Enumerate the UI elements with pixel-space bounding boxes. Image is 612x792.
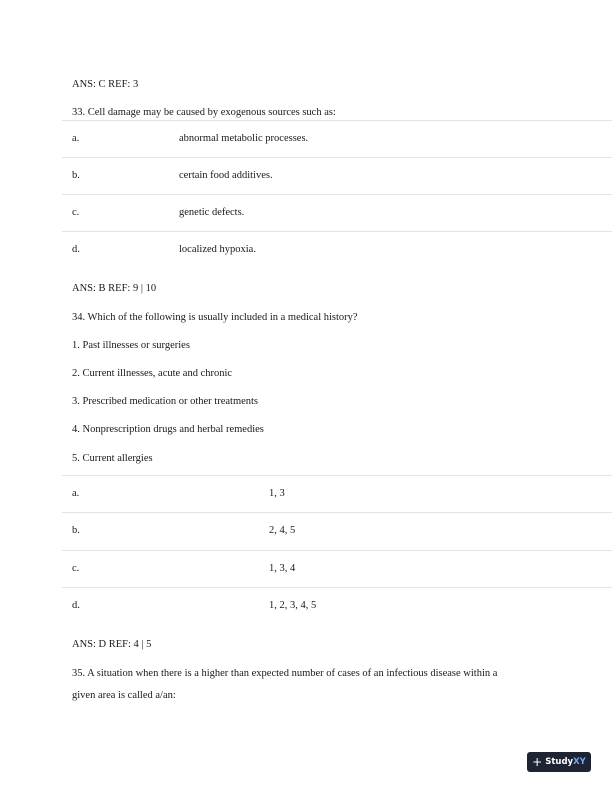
q33-option-a[interactable]	[62, 120, 612, 158]
q34-item: 4. Nonprescription drugs and herbal remedies	[72, 424, 264, 435]
option-letter: c.	[72, 563, 80, 574]
q33-option-d[interactable]	[62, 231, 612, 269]
plus-icon: +	[532, 755, 543, 769]
option-letter: b.	[72, 170, 80, 181]
answer-33: ANS: B REF: 9 | 10	[72, 283, 157, 294]
q34-option-d[interactable]	[62, 587, 612, 625]
option-text: 1, 2, 3, 4, 5	[269, 600, 317, 611]
badge-xy-text: XY	[573, 757, 586, 767]
option-text: genetic defects.	[179, 207, 245, 218]
q34-option-b[interactable]	[62, 512, 612, 550]
question-34: 34. Which of the following is usually included in a medical history?	[72, 312, 358, 323]
q34-item: 5. Current allergies	[72, 453, 153, 464]
badge-study-text: Study	[545, 757, 574, 767]
q34-option-c[interactable]	[62, 550, 612, 588]
question-35-line1: 35. A situation when there is a higher than expected number of cases of an infectious disease within a	[72, 668, 498, 679]
q34-item: 3. Prescribed medication or other treatments	[72, 396, 259, 407]
option-letter: a.	[72, 488, 80, 499]
q34-item: 2. Current illnesses, acute and chronic	[72, 368, 233, 379]
question-33: 33. Cell damage may be caused by exogenous sources such as:	[72, 107, 336, 118]
option-text: localized hypoxia.	[179, 244, 256, 255]
option-text: 2, 4, 5	[269, 525, 296, 536]
studyxy-badge[interactable]	[527, 752, 591, 772]
option-letter: a.	[72, 133, 80, 144]
q34-item: 1. Past illnesses or surgeries	[72, 340, 190, 351]
option-text: 1, 3	[269, 488, 285, 499]
answer-previous: ANS: C REF: 3	[72, 79, 139, 90]
option-letter: d.	[72, 244, 80, 255]
answer-34: ANS: D REF: 4 | 5	[72, 639, 152, 650]
option-letter: b.	[72, 525, 80, 536]
option-text: 1, 3, 4	[269, 563, 296, 574]
option-letter: d.	[72, 600, 80, 611]
q33-option-c[interactable]	[62, 194, 612, 232]
option-text: certain food additives.	[179, 170, 273, 181]
option-letter: c.	[72, 207, 80, 218]
q34-option-a[interactable]	[62, 475, 612, 513]
option-text: abnormal metabolic processes.	[179, 133, 309, 144]
q33-option-b[interactable]	[62, 157, 612, 195]
question-35-line2: given area is called a/an:	[72, 690, 176, 701]
